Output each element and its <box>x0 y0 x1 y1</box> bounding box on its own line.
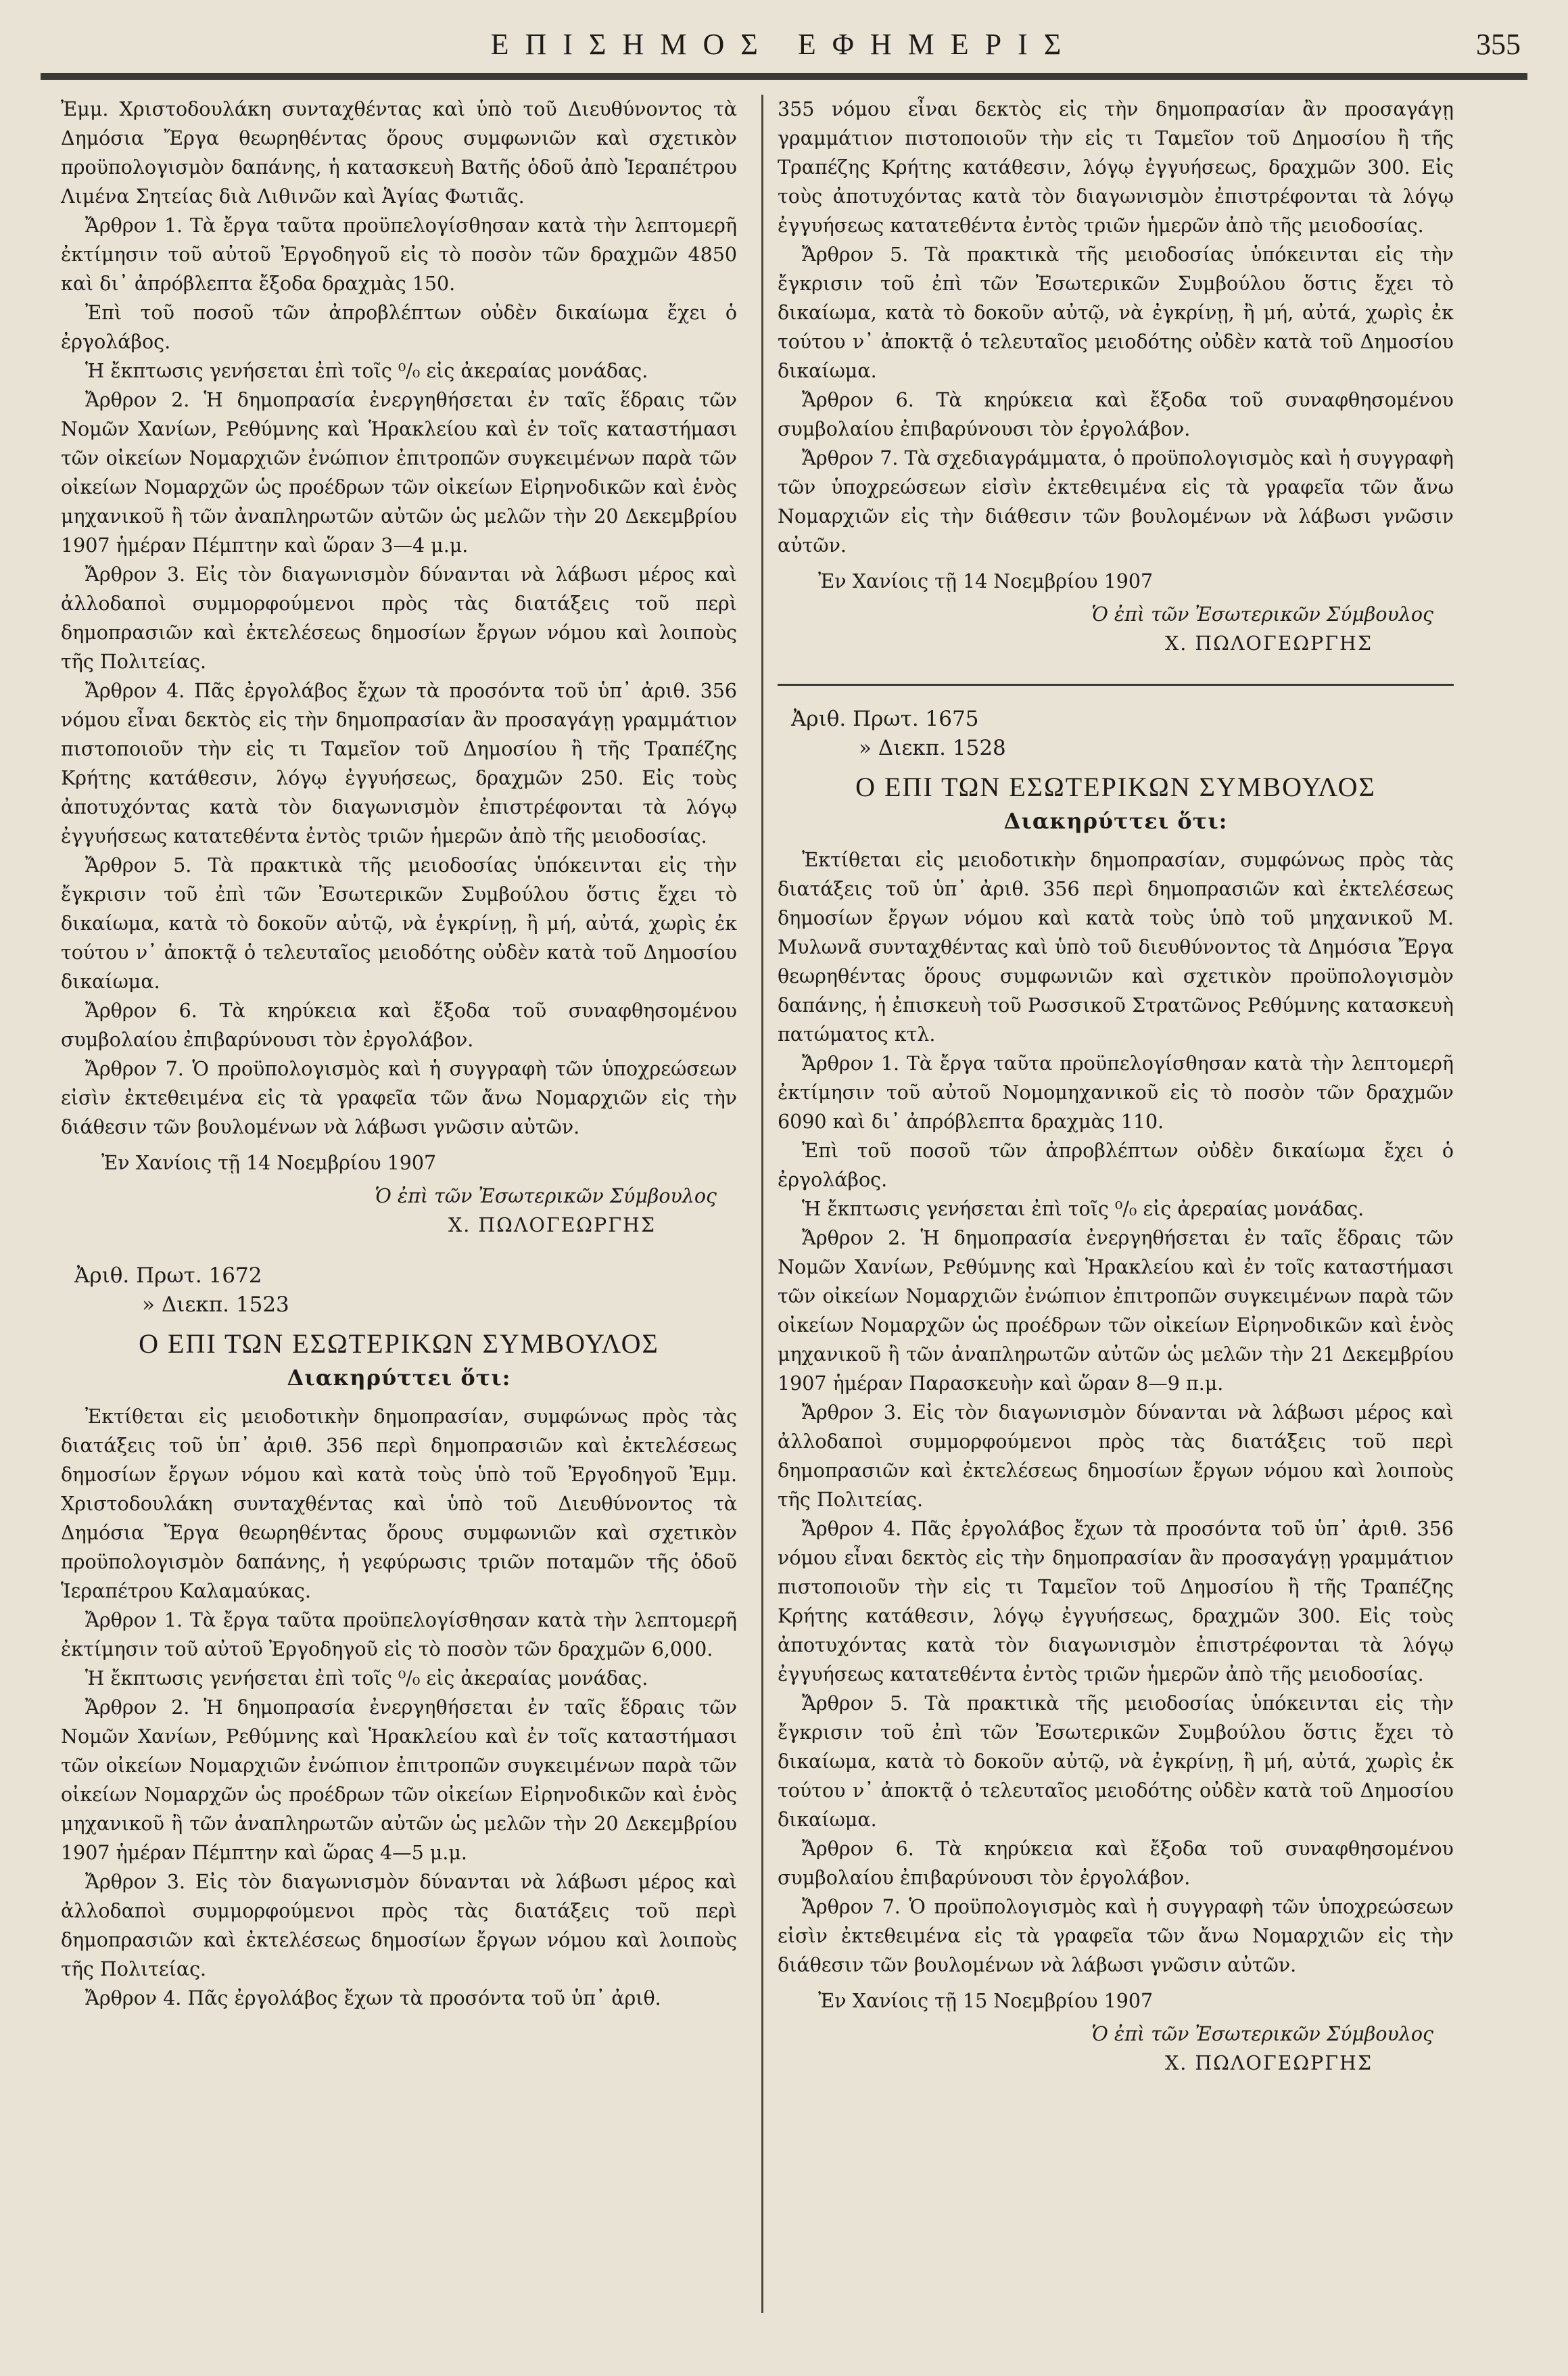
signature-name: Χ. ΠΩΛΟΓΕΩΡΓΗΣ <box>448 1214 656 1236</box>
section-title: Ο ΕΠΙ ΤΩΝ ΕΣΩΤΕΡΙΚΩΝ ΣΥΜΒΟΥΛΟΣ <box>139 1328 659 1359</box>
left-paragraph: Ἄρθρον 3. Εἰς τὸν διαγωνισμὸν δύνανται νὰ λάβωσι μέρος καὶ ἀλλοδαποὶ συμμορφούμενοι πρὸς τὰς διατάξεις τοῦ περὶ δημοπρασιῶν καὶ ἐκτελέσεως δημοσίων ἔργων νόμου καὶ λοιποὺς τῆς Πολιτείας. <box>61 1871 737 1980</box>
left-paragraph: Ἄρθρον 3. Εἰς τὸν διαγωνισμὸν δύνανται νὰ λάβωσι μέρος καὶ ἀλλοδαποὶ συμμορφούμενοι πρὸς τὰς διατάξεις τοῦ περὶ δημοπρασιῶν καὶ ἐκτελέσεως δημοσίων ἔργων νόμου καὶ λοιποὺς τῆς Πολιτείας. <box>61 563 737 673</box>
section-separator <box>778 684 1454 686</box>
left-paragraph: Ἄρθρον 4. Πᾶς ἐργολάβος ἔχων τὰ προσόντα τοῦ ὑπ᾽ ἀριθ. 356 νόμου εἶναι δεκτὸς εἰς τὴν δημοπρασίαν ἂν προσαγάγῃ γραμμάτιον πιστοποιοῦν τὴν εἰς τι Ταμεῖον τοῦ Δημοσίου ἢ τῆς Τραπέζης Κρήτης κατάθεσιν, λόγῳ ἐγγυήσεως, δραχμῶν 250. Εἰς τοὺς ἀποτυχόντας κατὰ τὸν διαγωνισμὸν ἐπιστρέφονται τὰ λόγῳ ἐγγυήσεως κατατεθέντα ἐντὸς τριῶν ἡμερῶν ἀπὸ τῆς μειοδοσίας. <box>61 680 737 847</box>
masthead-rule <box>41 73 1527 80</box>
right-paragraph: Ἄρθρον 5. Τὰ πρακτικὰ τῆς μειοδοσίας ὑπόκεινται εἰς τὴν ἔγκρισιν τοῦ ἐπὶ τῶν Ἐσωτερικῶν Συμβούλου ὅστις ἔχει τὸ δικαίωμα, κατὰ τὸ δοκοῦν αὐτῷ, νὰ ἐγκρίνῃ, ἢ μή, αὐτά, χωρὶς ἐκ τούτου ν᾽ ἀποκτᾷ ὁ τελευταῖος μειοδότης οὐδὲν κατὰ τοῦ Δημοσίου δικαίωμα. <box>778 243 1454 382</box>
column-divider <box>761 95 763 2313</box>
signature-role: Ὁ ἐπὶ τῶν Ἐσωτερικῶν Σύμβουλος <box>375 1185 717 1207</box>
left-column <box>61 95 737 2013</box>
dispatch-number: » Διεκπ. 1528 <box>859 736 1006 760</box>
right-paragraph: Ἐκτίθεται εἰς μειοδοτικὴν δημοπρασίαν, συμφώνως πρὸς τὰς διατάξεις τοῦ ὑπ᾽ ἀριθ. 356 περὶ δημοπρασιῶν καὶ ἐκτελέσεως δημοσίων ἔργων νόμου καὶ κατὰ τοὺς ὑπὸ τοῦ μηχανικοῦ Μ. Μυλωνᾶ συνταχθέντας καὶ ὑπὸ τοῦ διευθύνοντος τὰ Δημόσια Ἔργα θεωρηθέντας ὅρους συμφωνιῶν καὶ σχετικὸν προϋπολογισμὸν δαπάνης, ἡ ἐπισκευὴ τοῦ Ρωσσικοῦ Στρατῶνος Ρεθύμνης κατασκευὴ πατώματος κτλ. <box>778 849 1454 1046</box>
protocol-number: Ἀριθ. Πρωτ. 1675 <box>791 707 979 731</box>
section-title: Ο ΕΠΙ ΤΩΝ ΕΣΩΤΕΡΙΚΩΝ ΣΥΜΒΟΥΛΟΣ <box>855 772 1376 802</box>
left-paragraph: Ἄρθρον 2. Ἡ δημοπρασία ἐνεργηθήσεται ἐν ταῖς ἕδραις τῶν Νομῶν Χανίων, Ρεθύμνης καὶ Ἡρακλείου καὶ ἐν τοῖς καταστήμασι τῶν οἰκείων Νομαρχιῶν ἐνώπιον ἐπιτροπῶν συγκειμένων παρὰ τῶν οἰκείων Νομαρχῶν ὡς προέδρων τῶν οἰκείων Εἰρηνοδικῶν καὶ ἑνὸς μηχανικοῦ ἢ τῶν ἀναπληρωτῶν αὐτῶν ὡς μελῶν τὴν 20 Δεκεμβρίου 1907 ἡμέραν Πέμπτην καὶ ὥρας 4—5 μ.μ. <box>61 1696 737 1864</box>
left-paragraph: Ἄρθρον 1. Τὰ ἔργα ταῦτα προϋπελογίσθησαν κατὰ τὴν λεπτομερῆ ἐκτίμησιν τοῦ αὐτοῦ Ἐργοδηγοῦ εἰς τὸ ποσὸν τῶν δραχμῶν 4850 καὶ δι᾽ ἀπρόβλεπτα ἔξοδα δραχμὰς 150. <box>61 214 737 295</box>
signature-role: Ὁ ἐπὶ τῶν Ἐσωτερικῶν Σύμβουλος <box>1091 2023 1433 2045</box>
protocol-number: Ἀριθ. Πρωτ. 1672 <box>74 1263 262 1288</box>
right-paragraph: Ἄρθρον 7. Ὁ προϋπολογισμὸς καὶ ἡ συγγραφὴ τῶν ὑποχρεώσεων εἰσὶν ἐκτεθειμένα εἰς τὰ γραφεῖα τῶν ἄνω Νομαρχιῶν εἰς τὴν διάθεσιν τῶν βουλομένων νὰ λάβωσι γνῶσιν αὐτῶν. <box>778 1896 1454 1976</box>
section-subtitle: Διακηρύττει ὅτι: <box>1003 808 1228 834</box>
right-paragraph: 355 νόμου εἶναι δεκτὸς εἰς τὴν δημοπρασίαν ἂν προσαγάγῃ γραμμάτιον πιστοποιοῦν τὴν εἰς τι Ταμεῖον τοῦ Δημοσίου ἢ τῆς Τραπέζης Κρήτης κατάθεσιν, λόγῳ ἐγγυήσεως, δραχμῶν 300. Εἰς τοὺς ἀποτυχόντας κατὰ τὸν διαγωνισμὸν ἐπιστρέφονται τὰ λόγῳ ἐγγυήσεως κατατεθέντα ἐντὸς τριῶν ἡμερῶν ἀπὸ τῆς μειοδοσίας. <box>778 98 1454 237</box>
left-paragraph: Ἡ ἔκπτωσις γενήσεται ἐπὶ τοῖς ⁰/₀ εἰς ἀκεραίας μονάδας. <box>85 360 648 382</box>
left-paragraph: Ἐμμ. Χριστοδουλάκη συνταχθέντας καὶ ὑπὸ τοῦ Διευθύνοντος τὰ Δημόσια Ἔργα θεωρηθέντας ὅρους συμφωνιῶν καὶ σχετικὸν προϋπολογισμὸν δαπάνης, ἡ κατασκευὴ Βατῆς ὁδοῦ ἀπὸ Ἱεραπέτρου Λιμένα Σητείας διὰ Λιθινῶν καὶ Ἁγίας Φωτιᾶς. <box>61 98 737 208</box>
left-paragraph: Ἄρθρον 7. Ὁ προϋπολογισμὸς καὶ ἡ συγγραφὴ τῶν ὑποχρεώσεων εἰσὶν ἐκτεθειμένα εἰς τὰ γραφεῖα τῶν ἄνω Νομαρχιῶν εἰς τὴν διάθεσιν τῶν βουλομένων νὰ λάβωσι γνῶσιν αὐτῶν. <box>61 1058 737 1138</box>
right-paragraph: Ἡ ἔκπτωσις γενήσεται ἐπὶ τοῖς ⁰/₀ εἰς ἀρεραίας μονάδας. <box>802 1198 1364 1220</box>
signature-name: Χ. ΠΩΛΟΓΕΩΡΓΗΣ <box>1164 632 1373 655</box>
signature-name: Χ. ΠΩΛΟΓΕΩΡΓΗΣ <box>1164 2052 1373 2074</box>
left-paragraph: Ἄρθρον 1. Τὰ ἔργα ταῦτα προϋπελογίσθησαν κατὰ τὴν λεπτομερῆ ἐκτίμησιν τοῦ αὐτοῦ Ἐργοδηγοῦ εἰς τὸ ποσὸν τῶν δραχμῶν 6,000. <box>61 1609 737 1660</box>
left-paragraph: Ἐκτίθεται εἰς μειοδοτικὴν δημοπρασίαν, συμφώνως πρὸς τὰς διατάξεις τοῦ ὑπ᾽ ἀριθ. 356 περὶ δημοπρασιῶν καὶ ἐκτελέσεως δημοσίων ἔργων νόμου καὶ κατὰ τοὺς ὑπὸ τοῦ Ἐργοδηγοῦ Ἐμμ. Χριστοδουλάκη συνταχθέντας καὶ ὑπὸ τοῦ Διευθύνοντος τὰ Δημόσια Ἔργα θεωρηθέντας ὅρους συμφωνιῶν καὶ σχετικὸν προϋπολογισμὸν δαπάνης, ἡ γεφύρωσις τριῶν ποταμῶν τῆς ὁδοῦ Ἱεραπέτρου Καλαμαύκας. <box>61 1405 737 1602</box>
right-column <box>778 95 1454 2078</box>
spacer <box>61 1240 737 1257</box>
dateline: Ἐν Χανίοις τῇ 14 Νοεμβρίου 1907 <box>818 570 1154 592</box>
signature-role: Ὁ ἐπὶ τῶν Ἐσωτερικῶν Σύμβουλος <box>1091 603 1433 626</box>
left-paragraph: Ἄρθρον 5. Τὰ πρακτικὰ τῆς μειοδοσίας ὑπόκεινται εἰς τὴν ἔγκρισιν τοῦ ἐπὶ τῶν Ἐσωτερικῶν Συμβούλου ὅστις ἔχει τὸ δικαίωμα, κατὰ τὸ δοκοῦν αὐτῷ, νὰ ἐγκρίνῃ, ἢ μή, αὐτά, χωρὶς ἐκ τούτου ν᾽ ἀποκτᾷ ὁ τελευταῖος μειοδότης οὐδὲν κατὰ τοῦ Δημοσίου δικαίωμα. <box>61 854 737 993</box>
masthead <box>0 27 1568 74</box>
dateline: Ἐν Χανίοις τῇ 15 Νοεμβρίου 1907 <box>818 1990 1154 2012</box>
right-paragraph: Ἄρθρον 2. Ἡ δημοπρασία ἐνεργηθήσεται ἐν ταῖς ἕδραις τῶν Νομῶν Χανίων, Ρεθύμνης καὶ Ἡρακλείου καὶ ἐν τοῖς καταστήμασι τῶν οἰκείων Νομαρχιῶν ἐνώπιον ἐπιτροπῶν συγκειμένων παρὰ τῶν οἰκείων Νομαρχῶν ὡς προέδρων τῶν οἰκείων Εἰρηνοδικῶν καὶ ἑνὸς μηχανικοῦ ἢ τῶν ἀναπληρωτῶν αὐτῶν ὡς μελῶν τὴν 21 Δεκεμβρίου 1907 ἡμέραν Παρασκευὴν καὶ ὥραν 8—9 π.μ. <box>778 1227 1454 1395</box>
right-paragraph: Ἐπὶ τοῦ ποσοῦ τῶν ἀπροβλέπτων οὐδὲν δικαίωμα ἔχει ὁ ἐργολάβος. <box>778 1140 1454 1191</box>
masthead-title: ΕΠΙΣΗΜΟΣ ΕΦΗΜΕΡΙΣ <box>490 28 1078 61</box>
right-paragraph: Ἄρθρον 3. Εἰς τὸν διαγωνισμὸν δύνανται νὰ λάβωσι μέρος καὶ ἀλλοδαποὶ συμμορφούμενοι πρὸς τὰς διατάξεις τοῦ περὶ δημοπρασιῶν καὶ ἐκτελέσεως δημοσίων ἔργων νόμου καὶ λοιποὺς τῆς Πολιτείας. <box>778 1401 1454 1511</box>
dispatch-number: » Διεκπ. 1523 <box>142 1292 289 1317</box>
right-paragraph: Ἄρθρον 6. Τὰ κηρύκεια καὶ ἔξοδα τοῦ συναφθησομένου συμβολαίου ἐπιβαρύνουσι τὸν ἐργολάβον. <box>778 1838 1454 1889</box>
page-number: 355 <box>1476 28 1521 61</box>
right-paragraph: Ἄρθρον 6. Τὰ κηρύκεια καὶ ἔξοδα τοῦ συναφθησομένου συμβολαίου ἐπιβαρύνουσι τὸν ἐργολάβον. <box>778 389 1454 440</box>
right-paragraph: Ἄρθρον 1. Τὰ ἔργα ταῦτα προϋπελογίσθησαν κατὰ τὴν λεπτομερῆ ἐκτίμησιν τοῦ αὐτοῦ Νομομηχανικοῦ εἰς τὸ ποσὸν τῶν δραχμῶν 6090 καὶ δι᾽ ἀπρόβλεπτα δραχμὰς 110. <box>778 1052 1454 1133</box>
right-paragraph: Ἄρθρον 4. Πᾶς ἐργολάβος ἔχων τὰ προσόντα τοῦ ὑπ᾽ ἀριθ. 356 νόμου εἶναι δεκτὸς εἰς τὴν δημοπρασίαν ἂν προσαγάγῃ γραμμάτιον πιστοποιοῦν τὴν εἰς τι Ταμεῖον τοῦ Δημοσίου ἢ τῆς Τραπέζης Κρήτης κατάθεσιν, λόγῳ ἐγγυήσεως, δραχμῶν 300. Εἰς τοὺς ἀποτυχόντας κατὰ τὸν διαγωνισμὸν ἐπιστρέφονται τὰ λόγῳ ἐγγυήσεως κατατεθέντα ἐντὸς τριῶν ἡμερῶν ἀπὸ τῆς μειοδοσίας. <box>778 1518 1454 1685</box>
left-paragraph: Ἄρθρον 2. Ἡ δημοπρασία ἐνεργηθήσεται ἐν ταῖς ἕδραις τῶν Νομῶν Χανίων, Ρεθύμνης καὶ Ἡρακλείου καὶ ἐν τοῖς καταστήμασι τῶν οἰκείων Νομαρχιῶν ἐνώπιον ἐπιτροπῶν συγκειμένων παρὰ τῶν οἰκείων Νομαρχῶν ὡς προέδρων τῶν οἰκείων Εἰρηνοδικῶν καὶ ἑνὸς μηχανικοῦ ἢ τῶν ἀναπληρωτῶν αὐτῶν ὡς μελῶν τὴν 20 Δεκεμβρίου 1907 ἡμέραν Πέμπτην καὶ ὥραν 3—4 μ.μ. <box>61 389 737 557</box>
right-paragraph: Ἄρθρον 5. Τὰ πρακτικὰ τῆς μειοδοσίας ὑπόκεινται εἰς τὴν ἔγκρισιν τοῦ ἐπὶ τῶν Ἐσωτερικῶν Συμβούλου ὅστις ἔχει τὸ δικαίωμα, κατὰ τὸ δοκοῦν αὐτῷ, νὰ ἐγκρίνῃ, ἢ μή, αὐτά, χωρὶς ἐκ τούτου ν᾽ ἀποκτᾷ ὁ τελευταῖος μειοδότης οὐδὲν κατὰ τοῦ Δημοσίου δικαίωμα. <box>778 1692 1454 1831</box>
left-paragraph: Ἄρθρον 4. Πᾶς ἐργολάβος ἔχων τὰ προσόντα τοῦ ὑπ᾽ ἀριθ. <box>85 1987 661 2009</box>
left-paragraph: Ἡ ἔκπτωσις γενήσεται ἐπὶ τοῖς ⁰/₀ εἰς ἀκεραίας μονάδας. <box>85 1667 648 1690</box>
left-paragraph: Ἄρθρον 6. Τὰ κηρύκεια καὶ ἔξοδα τοῦ συναφθησομένου συμβολαίου ἐπιβαρύνουσι τὸν ἐργολάβον. <box>61 1000 737 1051</box>
dateline: Ἐν Χανίοις τῇ 14 Νοεμβρίου 1907 <box>101 1152 437 1174</box>
right-paragraph: Ἄρθρον 7. Τὰ σχεδιαγράμματα, ὁ προϋπολογισμὸς καὶ ἡ συγγραφὴ τῶν ὑποχρεώσεων εἰσὶν ἐκτεθειμένα εἰς τὰ γραφεῖα τῶν ἄνω Νομαρχιῶν εἰς τὴν διάθεσιν τῶν βουλομένων νὰ λάβωσι γνῶσιν αὐτῶν. <box>778 447 1454 557</box>
left-paragraph: Ἐπὶ τοῦ ποσοῦ τῶν ἀπροβλέπτων οὐδὲν δικαίωμα ἔχει ὁ ἐργολάβος. <box>61 302 737 353</box>
section-subtitle: Διακηρύττει ὅτι: <box>287 1365 511 1391</box>
